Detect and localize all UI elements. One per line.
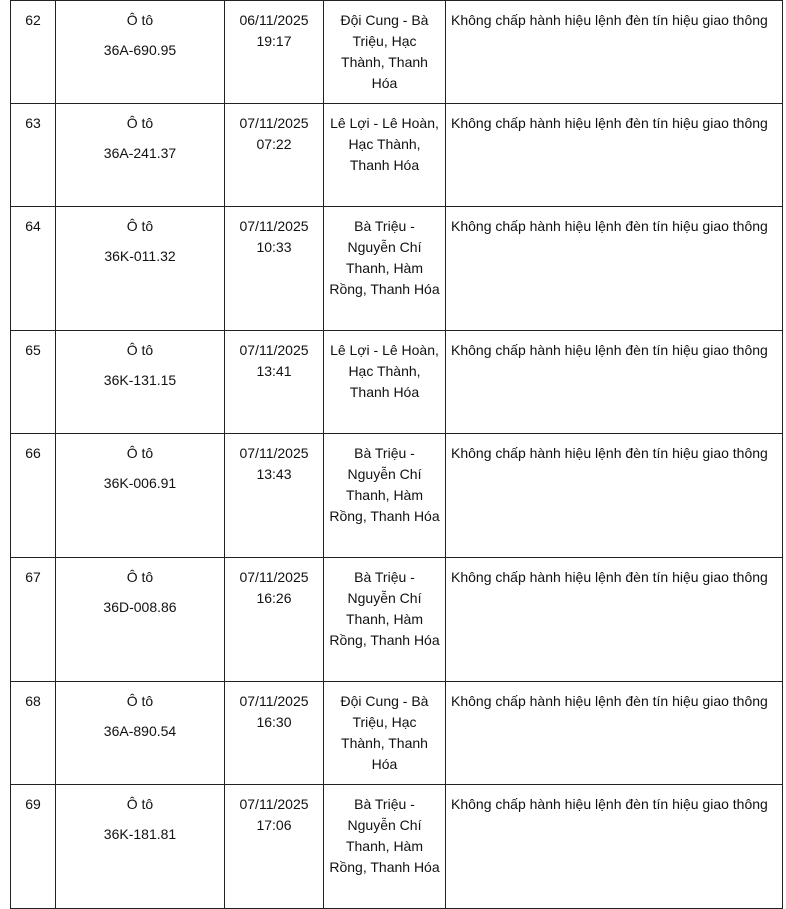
vehicle-cell <box>56 682 225 785</box>
vehicle-cell <box>56 331 225 434</box>
violation-time: 13:41 <box>256 363 292 379</box>
time-cell <box>225 104 324 207</box>
vehicle-type: Ô tô <box>126 693 154 709</box>
violation-time: 10:33 <box>256 239 292 255</box>
license-plate: 36D-008.86 <box>103 599 177 615</box>
license-plate: 36A-241.37 <box>103 145 177 161</box>
violation-time: 13:43 <box>256 466 292 482</box>
stt-cell: 64 <box>11 207 56 331</box>
stt-cell: 65 <box>11 331 56 434</box>
vehicle-type: Ô tô <box>126 445 154 461</box>
vehicle-type: Ô tô <box>126 342 154 358</box>
vehicle-cell <box>56 434 225 558</box>
violation-date: 07/11/2025 <box>239 445 309 461</box>
violation-cell: Không chấp hành hiệu lệnh đèn tín hiệu giao thông <box>446 785 783 909</box>
location-cell: Bà Triệu - Nguyễn Chí Thanh, Hàm Rồng, Thanh Hóa <box>324 434 446 558</box>
violation-date: 07/11/2025 <box>239 218 309 234</box>
violation-cell: Không chấp hành hiệu lệnh đèn tín hiệu giao thông <box>446 1 783 104</box>
time-cell <box>225 434 324 558</box>
violation-cell: Không chấp hành hiệu lệnh đèn tín hiệu giao thông <box>446 207 783 331</box>
stt-cell: 66 <box>11 434 56 558</box>
license-plate: 36A-690.95 <box>103 42 177 58</box>
vehicle-type: Ô tô <box>126 569 154 585</box>
time-cell <box>225 558 324 682</box>
stt-cell: 69 <box>11 785 56 909</box>
table-row <box>11 682 783 785</box>
time-cell <box>225 785 324 909</box>
vehicle-cell <box>56 1 225 104</box>
table-row <box>11 785 783 909</box>
violations-table <box>10 0 783 909</box>
location-cell: Đội Cung - Bà Triệu, Hạc Thành, Thanh Hóa <box>324 682 446 785</box>
violation-date: 07/11/2025 <box>239 693 309 709</box>
violation-date: 07/11/2025 <box>239 796 309 812</box>
stt-cell: 67 <box>11 558 56 682</box>
violation-time: 07:22 <box>256 136 292 152</box>
table-row <box>11 1 783 104</box>
location-cell: Lê Lợi - Lê Hoàn, Hạc Thành, Thanh Hóa <box>324 104 446 207</box>
vehicle-cell <box>56 558 225 682</box>
violation-time: 19:17 <box>256 33 292 49</box>
location-cell: Bà Triệu - Nguyễn Chí Thanh, Hàm Rồng, Thanh Hóa <box>324 207 446 331</box>
stt-cell: 62 <box>11 1 56 104</box>
violation-date: 07/11/2025 <box>239 342 309 358</box>
violation-date: 07/11/2025 <box>239 115 309 131</box>
time-cell <box>225 207 324 331</box>
location-cell: Đội Cung - Bà Triệu, Hạc Thành, Thanh Hóa <box>324 1 446 104</box>
violation-time: 17:06 <box>256 817 292 833</box>
stt-cell: 68 <box>11 682 56 785</box>
violation-cell: Không chấp hành hiệu lệnh đèn tín hiệu giao thông <box>446 558 783 682</box>
violation-cell: Không chấp hành hiệu lệnh đèn tín hiệu giao thông <box>446 434 783 558</box>
violation-time: 16:30 <box>256 714 292 730</box>
violation-cell: Không chấp hành hiệu lệnh đèn tín hiệu giao thông <box>446 331 783 434</box>
vehicle-type: Ô tô <box>126 218 154 234</box>
location-cell: Lê Lợi - Lê Hoàn, Hạc Thành, Thanh Hóa <box>324 331 446 434</box>
time-cell <box>225 682 324 785</box>
vehicle-cell <box>56 104 225 207</box>
table-row <box>11 558 783 682</box>
license-plate: 36A-890.54 <box>103 723 177 739</box>
license-plate: 36K-006.91 <box>103 475 177 491</box>
time-cell <box>225 1 324 104</box>
table-row <box>11 207 783 331</box>
violation-cell: Không chấp hành hiệu lệnh đèn tín hiệu giao thông <box>446 682 783 785</box>
violation-date: 06/11/2025 <box>239 12 309 28</box>
license-plate: 36K-011.32 <box>104 248 176 264</box>
location-cell: Bà Triệu - Nguyễn Chí Thanh, Hàm Rồng, Thanh Hóa <box>324 558 446 682</box>
vehicle-type: Ô tô <box>126 115 154 131</box>
table-row <box>11 434 783 558</box>
vehicle-cell <box>56 785 225 909</box>
license-plate: 36K-181.81 <box>103 826 177 842</box>
stt-cell: 63 <box>11 104 56 207</box>
table-row <box>11 104 783 207</box>
time-cell <box>225 331 324 434</box>
violation-cell: Không chấp hành hiệu lệnh đèn tín hiệu giao thông <box>446 104 783 207</box>
violation-date: 07/11/2025 <box>239 569 309 585</box>
location-cell: Bà Triệu - Nguyễn Chí Thanh, Hàm Rồng, Thanh Hóa <box>324 785 446 909</box>
license-plate: 36K-131.15 <box>103 372 177 388</box>
vehicle-type: Ô tô <box>126 796 154 812</box>
table-row <box>11 331 783 434</box>
vehicle-type: Ô tô <box>126 12 154 28</box>
violation-time: 16:26 <box>256 590 292 606</box>
vehicle-cell <box>56 207 225 331</box>
